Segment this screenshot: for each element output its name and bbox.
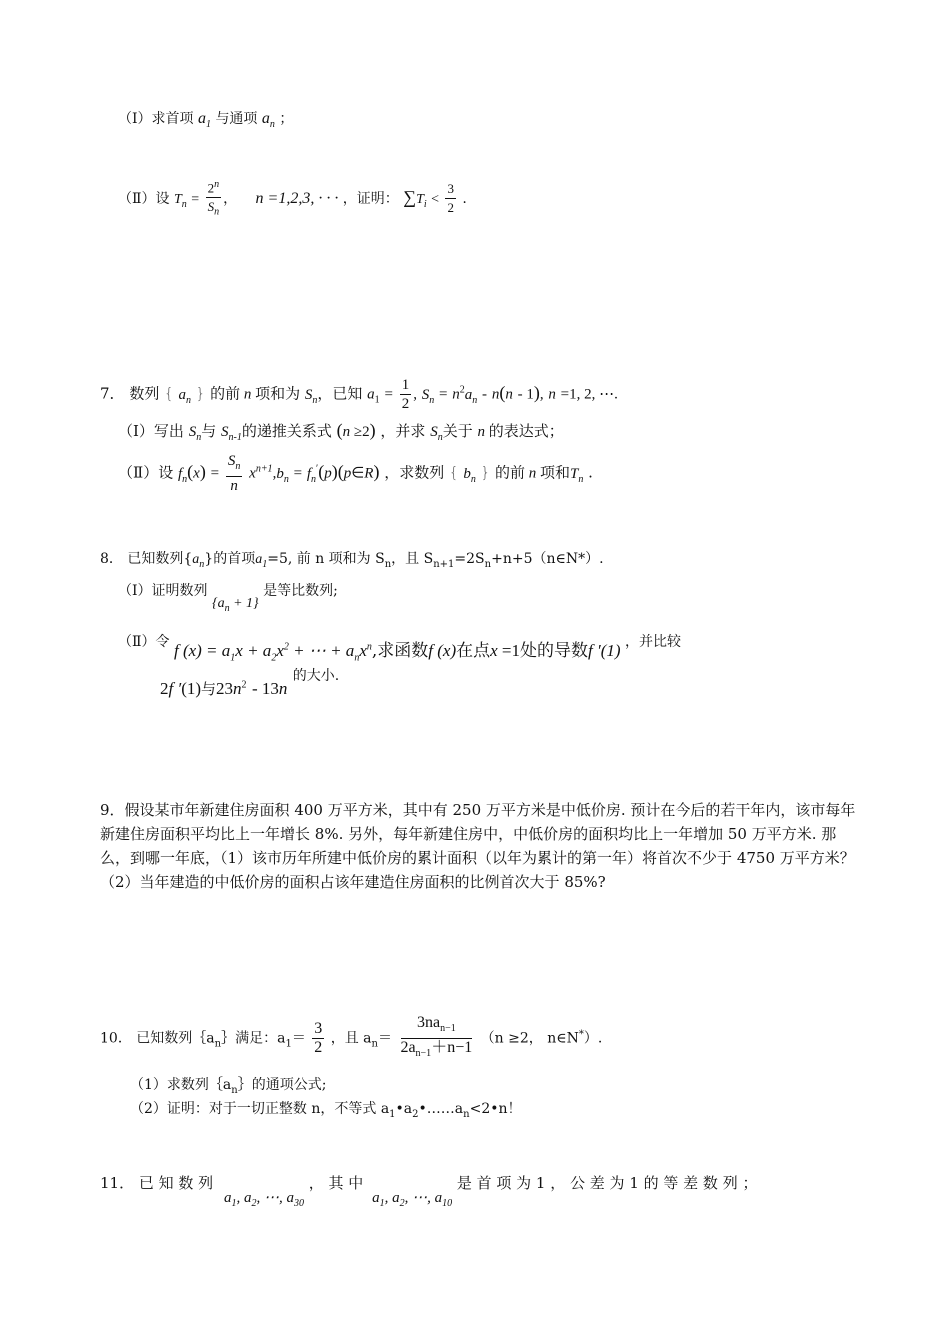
p8-part-ii: （Ⅱ）令 f $(x) = a_1x + a_2x^2$ + ⋯ + $a_nx^n$,求函数f (x)在点x =1处的导数f ′(1) ，并比较 (118, 634, 681, 664)
p10-intro: 10． 已知数列$\{a_n\}$满足：$a_1=$ $\frac{3}{2}$ ，且 $a_n=$ $\frac{3na_{n-1}}{2a_{n-1}+n-1}$ （n ≥2， n∈N*）. (100, 1014, 603, 1060)
p7-intro: 7． 数列 { $a_n$ } 的前 n 项和为 $S_n$，已知 $a_1$ = $\frac{1}{2}$ , $S_n = n^2a_n - n(n - 1)$, n =1, 2, ⋯. (100, 377, 618, 412)
p8-part-ii-line2: 2f ′(1)与$23n^2 - 13n$ $^{的大小.}$ (160, 668, 340, 698)
p10-part-1: （1）求数列$\{a_n\}$的通项公式; (130, 1077, 327, 1096)
p7-part-ii: （Ⅱ）设 $f_n(x)$ = $\frac{S_n}{n}$ $x^{n+1},b_n$ = $f_n'(p)(p\in R)$ ，求数列 { $b_n$ } 的前 n 项和$T_n$ . (118, 453, 593, 494)
p8-part-i: （Ⅰ）证明数列 $\{a_n + 1\}$ 是等比数列; (118, 583, 338, 614)
p6-part-i: （Ⅰ）求首项 $a_1$ 与通项 $a_n$ ； (118, 110, 294, 131)
p8-intro: 8． 已知数列$\{a_n\}$的首项$a_1=5$, 前 n 项和为 $S_n$，且 $S_{n+1}=2S_n+n+5(n\in N*)$. (100, 551, 604, 570)
p6-part-ii: （Ⅱ）设 $T_n$ = $\frac{2^n}{S_n}$ ， n =1,2,3, · · · ，证明： $\sum T_i$ < $\frac{3}{2}$ . (118, 176, 467, 222)
p11-intro: 11． 已 知 数 列 $a_1$, $a_2$, ⋯, $a_{30}$ ， 其 中 $a_1$, $a_2$, ⋯, $a_{10}$ 是 首 项 为 1 ， 公 差 为 1 的 等 差 数 列 ； (100, 1174, 758, 1209)
p10-part-2: （2）证明：对于一切正整数 n，不等式 $a_1•a_2•\dots\dots a_n<2•n$！ (130, 1101, 522, 1120)
p7-part-i: （Ⅰ）写出 $S_n$与 $S_{n-1}$的递推关系式 (n ≥2) ，并求 $S_n$关于 n 的表达式； (118, 420, 564, 443)
p9-text: 9．假设某市年新建住房面积 400 万平方米，其中有 250 万平方米是中低价房. 预计在今后的若干年内，该市每年新建住房面积平均比上一年增长 8%. 另外，每年新建住房中，中低价房的面积均比上一年增加 50 万平方米. 那么，到哪一年底，（1）该市历年所建中低价房的累计面积（以年为累计的第一年）将首次不少于 4750 万平方米？（2）当年建造的中低价房的面积占该年建造住房面积的比例首次大于 85%? (100, 801, 856, 891)
